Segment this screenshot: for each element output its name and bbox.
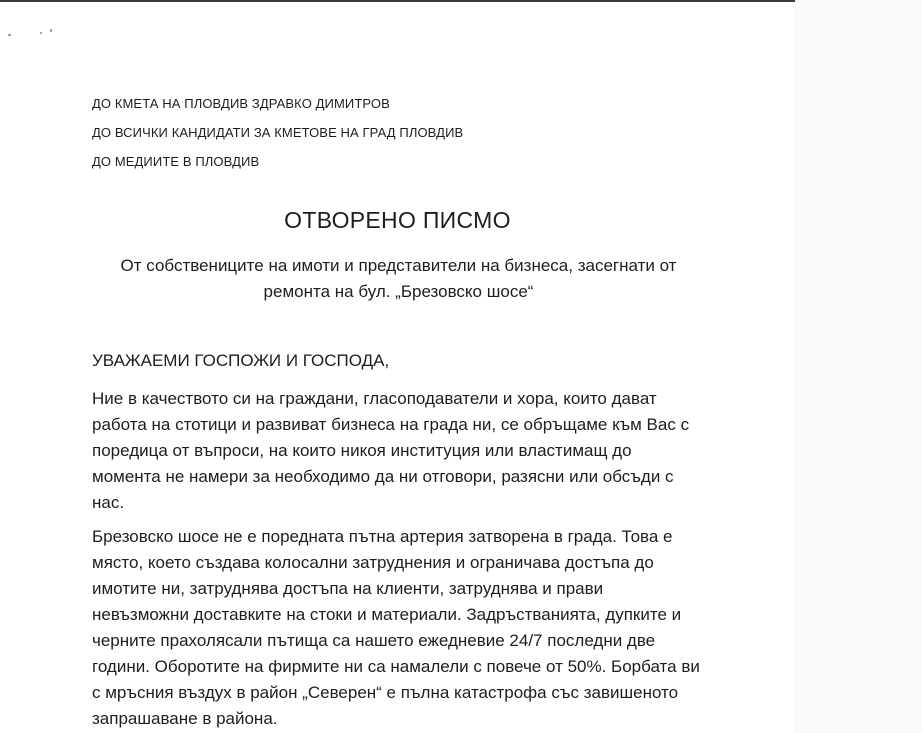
paragraph-line: години. Оборотите на фирмите ни са намалели с повече от 50%. Борбата ви [92,657,700,676]
paragraph-line: нас. [92,493,125,512]
scan-top-edge [0,0,795,2]
paragraph-1 [92,386,689,516]
letter-title: ОТВОРЕНО ПИСМО [284,207,511,233]
paragraph-line: запрашаване в района. [92,709,278,728]
paragraph-line: имотите ни, затруднява достъпа на клиенти, затруднява и прави [92,579,604,598]
paragraph-line: работа на стотици и развиват бизнеса на града ни, се обръщаме към Вас с [92,415,690,434]
recipient-line: ДО МЕДИИТЕ В ПЛОВДИВ [92,154,260,169]
letter-subtitle [92,253,705,305]
paragraph-line: Ние в качеството си на граждани, гласоподаватели и хора, които дават [92,389,657,408]
subtitle-line: ремонта на бул. „Брезовско шосе“ [263,282,534,301]
paragraph-line: невъзможни доставките на стоки и материали. Задръстванията, дупките и [92,605,682,624]
paragraph-line: място, което създава колосални затруднения и ограничава достъпа до [92,553,654,572]
greeting: УВАЖАЕМИ ГОСПОЖИ И ГОСПОДА, [92,351,390,370]
paragraph-line: Брезовско шосе не е поредната пътна артерия затворена в града. Това е [92,527,673,546]
subtitle-line: От собствениците на имоти и представители на бизнеса, засегнати от [120,256,677,275]
paragraph-2 [92,524,700,732]
scan-speck [8,34,11,36]
recipient-line: ДО ВСИЧКИ КАНДИДАТИ ЗА КМЕТОВЕ НА ГРАД ПЛОВДИВ [92,125,464,140]
paragraph-line: поредица от въпроси, на които никоя институция или властимащ до [92,441,632,460]
scan-speck [40,32,42,34]
paragraph-line: черните прахолясали пътища са нашето ежедневие 24/7 последни две [92,631,656,650]
scan-speck [50,29,52,32]
recipient-line: ДО КМЕТА НА ПЛОВДИВ ЗДРАВКО ДИМИТРОВ [92,96,390,111]
recipients-block [92,89,463,176]
scan-margin [795,0,922,733]
paragraph-line: момента не намери за необходимо да ни отговори, разясни или обсъди с [92,467,674,486]
paragraph-line: с мръсния въздух в район „Северен“ е пълна катастрофа със завишеното [92,683,679,702]
